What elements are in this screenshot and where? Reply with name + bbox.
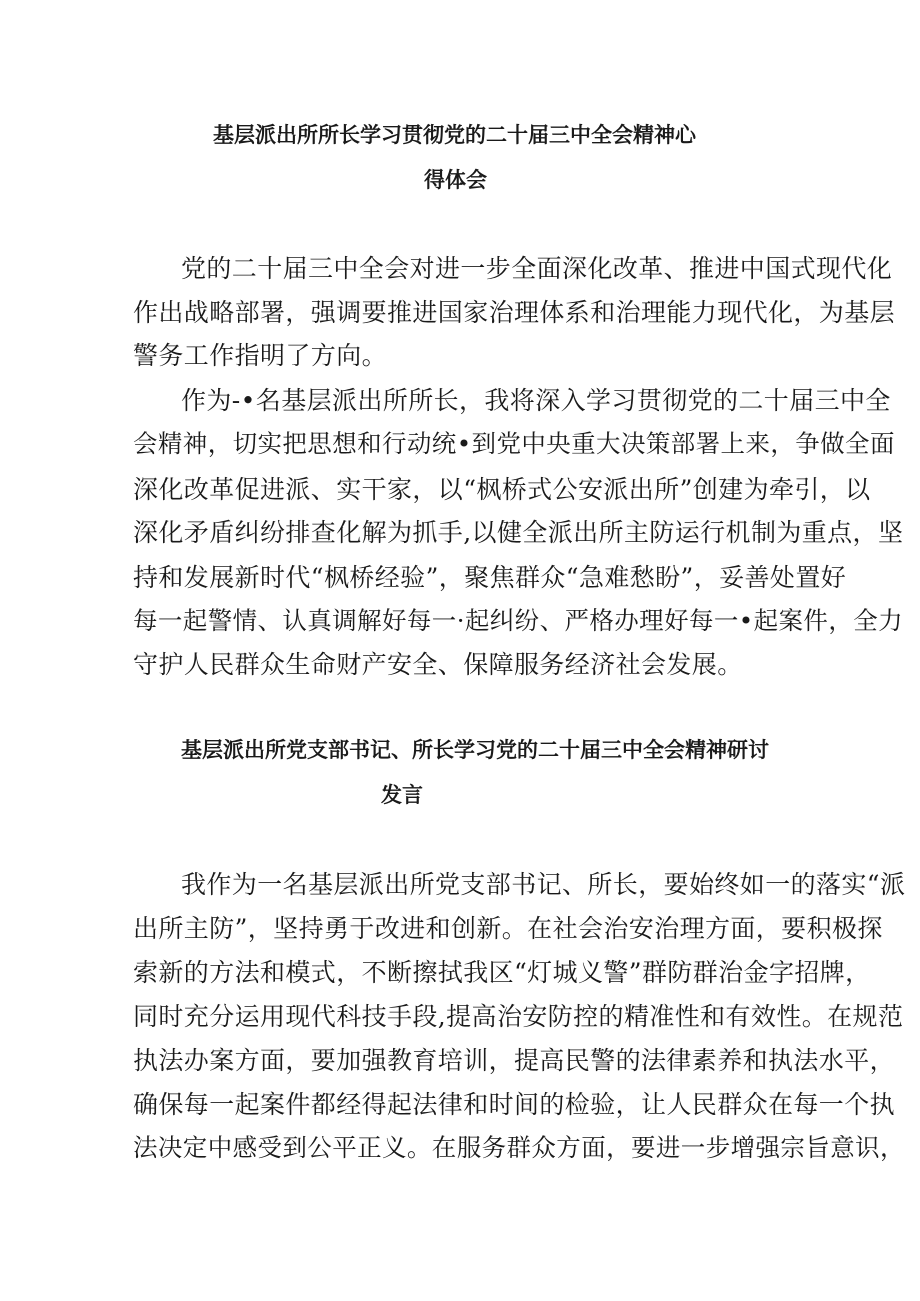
section1-paragraph2-line5: 持和发展新时代“枫桥经验”，聚焦群众“急难愁盼”，妥善处置好 [133, 563, 847, 592]
section2-paragraph1-line1: 我作为一名基层派出所党支部书记、所长，要始终如一的落实“派 [181, 870, 906, 899]
section2-title-line2: 发言 [381, 783, 423, 807]
section1-paragraph2-line1: 作为-•名基层派出所所长，我将深入学习贯彻党的二十届三中全 [181, 386, 891, 415]
section2-paragraph1-line2: 出所主防”，坚持勇于改进和创新。在社会治安治理方面，要积极探 [133, 914, 883, 943]
section1-paragraph2-line2: 会精神，切实把思想和行动统•到党中央重大决策部署上来，争做全面 [133, 429, 895, 458]
section1-paragraph1-line1: 党的二十届三中全会对进一步全面深化改革、推进中国式现代化 [181, 254, 893, 283]
section2-paragraph1-line4: 同时充分运用现代科技手段,提高治安防控的精准性和有效性。在规范 [133, 1002, 904, 1031]
section2-paragraph1-line5: 执法办案方面，要加强教育培训，提高民警的法律素养和执法水平， [133, 1046, 896, 1075]
section1-title-line1: 基层派出所所长学习贯彻党的二十届三中全会精神心 [213, 123, 696, 147]
section1-paragraph2-line7: 守护人民群众生命财产安全、保障服务经济社会发展。 [133, 650, 743, 679]
section1-paragraph2-line6: 每一起警情、认真调解好每一·起纠纷、严格办理好每一•起案件，全力 [133, 606, 904, 635]
section2-paragraph1-line3: 索新的方法和模式，不断擦拭我区“灯城义警”群防群治金字招牌， [133, 958, 871, 987]
section1-paragraph1-line2: 作出战略部署，强调要推进国家治理体系和治理能力现代化，为基层 [133, 298, 896, 327]
section1-paragraph2-line3: 深化改革促进派、实干家，以“枫桥式公安派出所”创建为牵引，以 [133, 475, 871, 504]
section2-paragraph1-line6: 确保每一起案件都经得起法律和时间的检验，让人民群众在每一个执 [133, 1090, 896, 1119]
section2-paragraph1-line7: 法决定中感受到公平正义。在服务群众方面，要进一步增强宗旨意识， [133, 1133, 905, 1162]
section1-paragraph1-line3: 警务工作指明了方向。 [133, 341, 388, 370]
section2-title-line1: 基层派出所党支部书记、所长学习党的二十届三中全会精神研讨 [181, 738, 769, 762]
section1-paragraph2-line4: 深化矛盾纠纷排查化解为抓手,以健全派出所主防运行机制为重点，坚 [133, 518, 904, 547]
section1-title-line2: 得体会 [424, 168, 487, 192]
